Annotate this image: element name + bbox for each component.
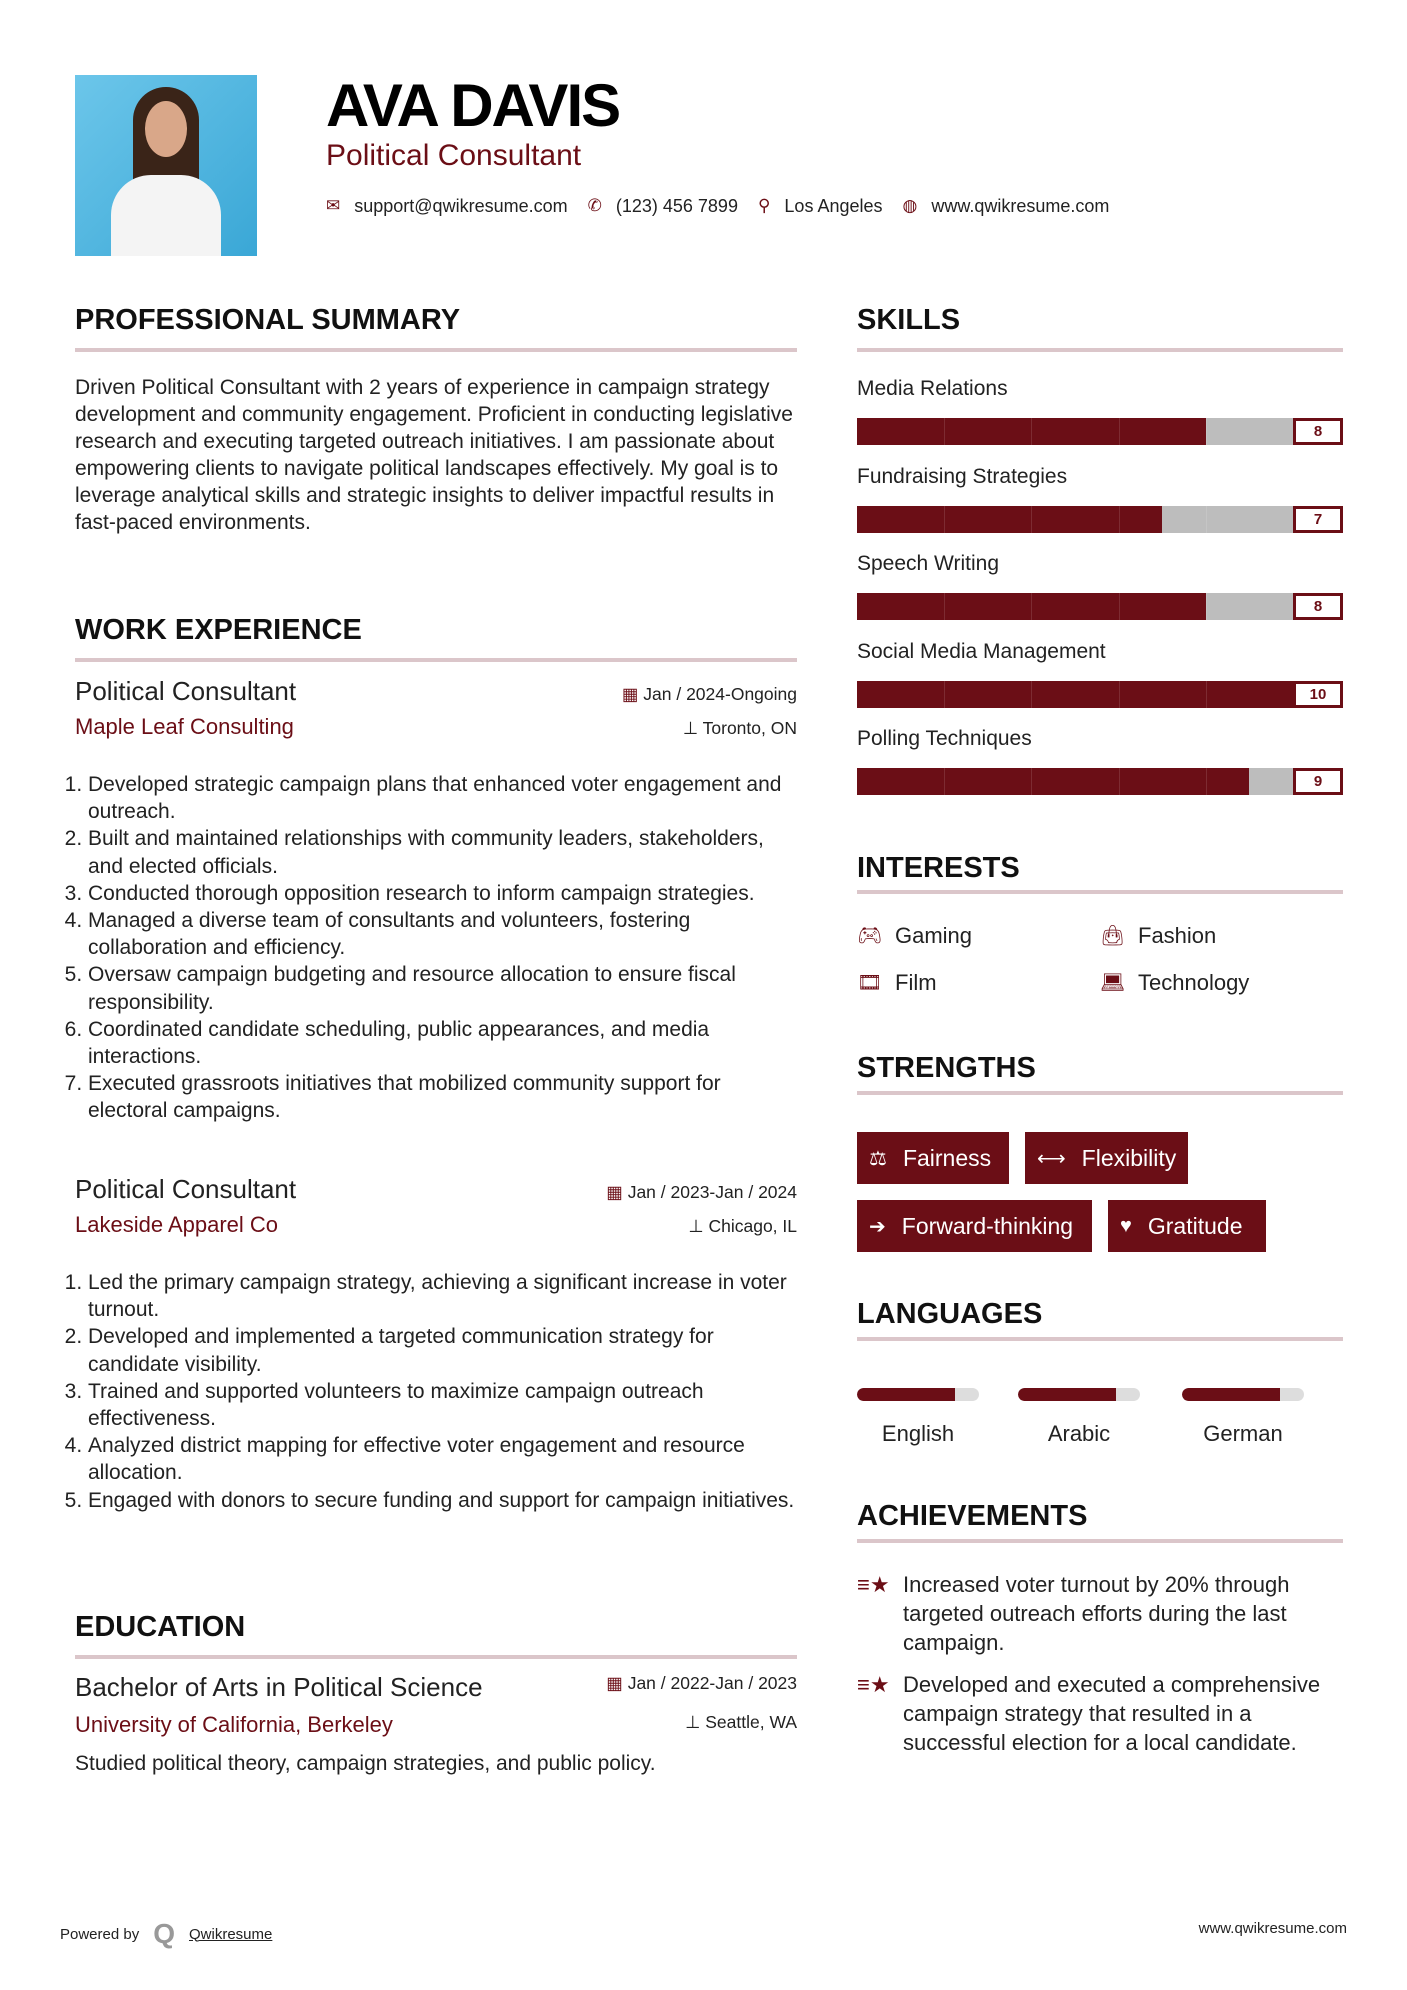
segment-divider (1031, 681, 1032, 708)
divider (75, 658, 797, 662)
balance-scale-icon: ⚖ (869, 1147, 887, 1170)
interest-item: 👜︎ Fashion (1100, 923, 1217, 948)
contact-row (326, 194, 1129, 218)
segment-divider (1206, 768, 1207, 795)
interest-item: 🎮︎ Gaming (857, 923, 973, 948)
education-heading: EDUCATION (75, 1611, 246, 1643)
interests-heading: INTERESTS (857, 852, 1020, 884)
job-date: ▦ Jan / 2024-Ongoing (621, 684, 797, 704)
segment-divider (1206, 681, 1207, 708)
bullet-item: 3. Trained and supported volunteers to maximize campaign outreach effectiveness. (88, 1378, 800, 1432)
experience-heading: WORK EXPERIENCE (75, 614, 362, 646)
map-marker-icon: ⚲ (757, 196, 771, 215)
phone-icon: ✆ (587, 196, 602, 215)
bullet-item: 5. Oversaw campaign budgeting and resource allocation to ensure fiscal responsibility. (88, 961, 800, 1015)
heart-icon: ♥ (1120, 1214, 1132, 1237)
achievement-item: ≡★ Increased voter turnout by 20% through targeted outreach efforts during the last campaign. (857, 1572, 1290, 1655)
segment-divider (1031, 506, 1032, 533)
job-location: ⊥ Toronto, ON (682, 718, 797, 738)
skill-track (857, 768, 1293, 795)
bullet-item: 5. Engaged with donors to secure funding and support for campaign initiatives. (88, 1487, 800, 1514)
bullet-item: 2. Built and maintained relationships with community leaders, stakeholders, and elected officials. (88, 825, 800, 879)
segment-divider (1206, 593, 1207, 620)
skill-track (857, 681, 1293, 708)
language-item (857, 1388, 979, 1447)
calendar-icon: ▦ (606, 1673, 628, 1693)
divider (857, 1091, 1343, 1095)
interest-item: 🎞︎ Film (857, 970, 937, 995)
segment-divider (944, 418, 945, 445)
skill-name: Media Relations (857, 377, 1008, 400)
contact-item: (123) 456 7899 (615, 196, 738, 216)
job-date: ▦ Jan / 2023-Jan / 2024 (606, 1182, 797, 1202)
strengths-heading: STRENGTHS (857, 1052, 1036, 1084)
strength-chip: ♥ Gratitude (1108, 1200, 1266, 1252)
language-item (1182, 1388, 1304, 1447)
calendar-icon: ▦ (621, 684, 644, 704)
divider (857, 348, 1343, 352)
language-name: German (1203, 1421, 1283, 1446)
qwikresume-logo-icon: Q (153, 1918, 175, 1949)
skill-bar (857, 418, 1343, 445)
company-name: Lakeside Apparel Co (75, 1212, 279, 1237)
segment-divider (1119, 418, 1120, 445)
pin-icon: ⊥ (685, 1712, 706, 1732)
segment-divider (1119, 768, 1120, 795)
profile-photo (75, 75, 257, 256)
arrow-right-icon: ➔ (869, 1215, 886, 1238)
footer-powered: Powered by Q Qwikresume (60, 1918, 273, 1949)
degree: Bachelor of Arts in Political Science (75, 1672, 483, 1702)
bullet-item: 3. Conducted thorough opposition research to inform campaign strategies. (88, 880, 800, 907)
star-icon: ≡★ (857, 1672, 890, 1697)
gamepad-icon: 🎮︎ (857, 925, 883, 947)
segment-divider (1119, 593, 1120, 620)
divider (857, 890, 1343, 894)
skill-level: 8 (1293, 593, 1343, 620)
skill-level: 9 (1293, 768, 1343, 795)
segment-divider (1206, 506, 1207, 533)
strength-chip: ⟷ Flexibility (1025, 1132, 1188, 1184)
segment-divider (1031, 593, 1032, 620)
laptop-icon: 💻︎ (1100, 972, 1126, 994)
skill-level: 10 (1293, 681, 1343, 708)
calendar-icon: ▦ (606, 1182, 628, 1202)
bullet-item: 2. Developed and implemented a targeted communication strategy for candidate visibility. (88, 1323, 800, 1377)
candidate-name: AVA DAVIS (326, 72, 620, 139)
footer-site: www.qwikresume.com (1198, 1920, 1347, 1937)
divider (857, 1337, 1343, 1341)
skill-name: Speech Writing (857, 552, 1000, 576)
strength-chip: ➔ Forward-thinking (857, 1200, 1092, 1252)
contact-item: support@qwikresume.com (354, 196, 568, 216)
language-bar (1182, 1388, 1304, 1401)
skill-bar (857, 593, 1343, 620)
skill-bar (857, 506, 1343, 533)
language-fill (1018, 1388, 1116, 1401)
school: University of California, Berkeley (75, 1712, 393, 1737)
language-name: English (881, 1421, 955, 1446)
skill-name: Polling Techniques (857, 727, 1032, 751)
shopping-bag-icon: 👜︎ (1100, 925, 1126, 947)
skill-bar (857, 681, 1343, 708)
bullet-item: 1. Developed strategic campaign plans that enhanced voter engagement and outreach. (88, 771, 800, 825)
job-position: Political Consultant (75, 1174, 297, 1204)
skill-fill (857, 506, 1162, 533)
envelope-icon: ✉ (326, 196, 341, 215)
skill-fill (857, 681, 1293, 708)
skill-name: Fundraising Strategies (857, 464, 1068, 488)
contact-item: Los Angeles (784, 196, 883, 216)
skill-name: Social Media Management (857, 639, 1106, 663)
job-location: ⊥ Chicago, IL (688, 1216, 797, 1236)
globe-icon: ◍ (902, 196, 918, 215)
bullet-item: 6. Coordinated candidate scheduling, public appearances, and media interactions. (88, 1016, 800, 1070)
strength-chip: ⚖ Fairness (857, 1132, 1009, 1184)
achievement-item: ≡★ Developed and executed a comprehensive campaign strategy that resulted in a successful election for a local candidate. (857, 1672, 1321, 1755)
arrows-horizontal-icon: ⟷ (1037, 1147, 1066, 1170)
language-item (1018, 1388, 1140, 1447)
language-name: Arabic (1047, 1421, 1111, 1446)
education-location: ⊥ Seattle, WA (685, 1712, 797, 1732)
divider (75, 1655, 797, 1659)
achievements-heading: ACHIEVEMENTS (857, 1500, 1088, 1532)
job-position: Political Consultant (75, 676, 297, 706)
bullet-item: 4. Analyzed district mapping for effective voter engagement and resource allocation. (88, 1432, 800, 1486)
education-description: Studied political theory, campaign strategies, and public policy. (75, 1752, 656, 1775)
skill-track (857, 506, 1293, 533)
divider (75, 348, 797, 352)
summary-text: Driven Political Consultant with 2 years of experience in campaign strategy development and community engagement. Proficient in conducting legislative research and executing targeted outreach initiatives. I am passionate about empowering clients to navigate political landscapes effectively. My goal is to leverage analytical skills and strategic insights to deliver impactful results in fast-paced environments. (75, 376, 793, 534)
contact-item: www.qwikresume.com (931, 196, 1110, 216)
segment-divider (1119, 681, 1120, 708)
language-fill (857, 1388, 955, 1401)
interest-item: 💻︎ Technology (1100, 970, 1250, 995)
job-bullets (70, 771, 800, 1125)
bullet-item: 7. Executed grassroots initiatives that mobilized community support for electoral campaigns. (88, 1070, 800, 1124)
skill-fill (857, 768, 1249, 795)
pin-icon: ⊥ (688, 1216, 709, 1236)
star-icon: ≡★ (857, 1572, 890, 1597)
language-fill (1182, 1388, 1280, 1401)
segment-divider (944, 768, 945, 795)
skill-level: 8 (1293, 418, 1343, 445)
company-name: Maple Leaf Consulting (75, 714, 294, 739)
segment-divider (944, 593, 945, 620)
skill-track (857, 418, 1293, 445)
pin-icon: ⊥ (682, 718, 703, 738)
job-bullets (70, 1269, 800, 1514)
skill-bar (857, 768, 1343, 795)
languages-heading: LANGUAGES (857, 1298, 1043, 1330)
bullet-item: 1. Led the primary campaign strategy, achieving a significant increase in voter turnout. (88, 1269, 800, 1323)
summary-heading: PROFESSIONAL SUMMARY (75, 304, 461, 336)
skill-track (857, 593, 1293, 620)
segment-divider (1031, 418, 1032, 445)
segment-divider (1206, 418, 1207, 445)
job-title: Political Consultant (326, 139, 582, 172)
language-bar (1018, 1388, 1140, 1401)
education-date: ▦ Jan / 2022-Jan / 2023 (606, 1673, 797, 1693)
segment-divider (944, 681, 945, 708)
language-bar (857, 1388, 979, 1401)
qwikresume-link[interactable]: Qwikresume (189, 1925, 273, 1943)
film-icon: 🎞︎ (857, 972, 883, 994)
segment-divider (1119, 506, 1120, 533)
skills-heading: SKILLS (857, 304, 961, 336)
bullet-item: 4. Managed a diverse team of consultants and volunteers, fostering collaboration and efficiency. (88, 907, 800, 961)
skill-level: 7 (1293, 506, 1343, 533)
divider (857, 1539, 1343, 1543)
segment-divider (1031, 768, 1032, 795)
achievements-list (857, 1570, 1343, 1770)
segment-divider (944, 506, 945, 533)
